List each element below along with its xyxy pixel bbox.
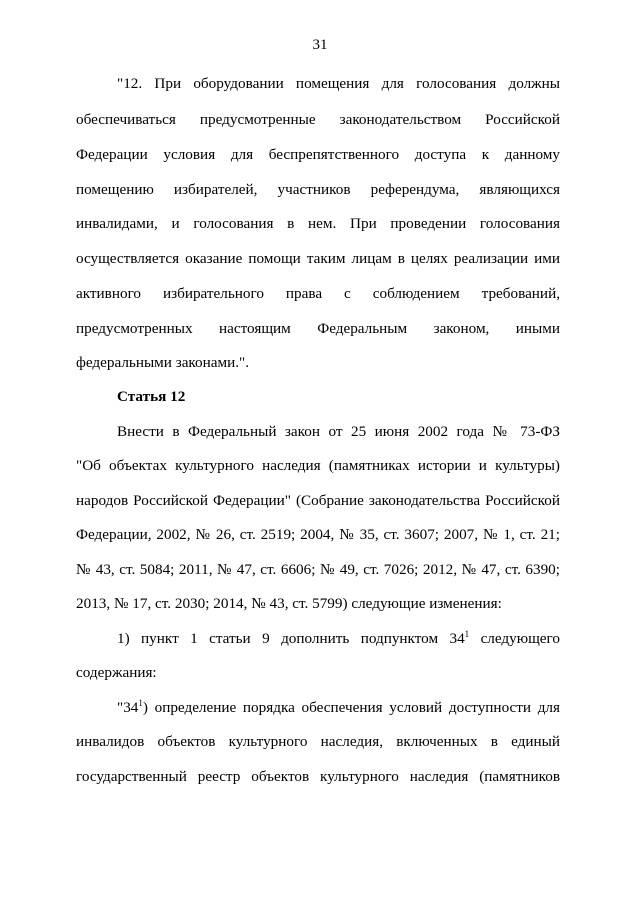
text-line: "12. При оборудовании помещения для голосования должны (117, 75, 560, 92)
text-line: народов Российской Федерации" (Собрание законодательства Российской (76, 492, 560, 509)
text-line (117, 630, 560, 648)
text-line: инвалидами, и голосования в нем. При проведении голосования (76, 215, 560, 232)
text-line: осуществляется оказание помощи таким лицам в целях реализации ими (76, 250, 560, 267)
text-line: № 43, ст. 5084; 2011, № 47, ст. 6606; № 49, ст. 7026; 2012, № 47, ст. 6390; (76, 561, 560, 578)
text-line: активного избирательного права с соблюдением требований, (76, 285, 560, 302)
text-line: Федерации, 2002, № 26, ст. 2519; 2004, № 35, ст. 3607; 2007, № 1, ст. 21; (76, 526, 560, 543)
text-segment: "34 (117, 699, 139, 716)
text-line: обеспечиваться предусмотренные законодательством Российской (76, 111, 560, 128)
article-heading: Статья 12 (117, 388, 186, 405)
superscript: 1 (464, 629, 470, 639)
page-number: 31 (312, 37, 328, 53)
text-segment: ) определение порядка обеспечения условий доступности для (142, 699, 560, 716)
text-segment: 1) пункт 1 статьи 9 дополнить подпунктом 34 (117, 630, 465, 647)
text-line: инвалидов объектов культурного наследия, включенных в единый (76, 733, 560, 750)
superscript: 1 (138, 698, 143, 708)
text-line: предусмотренных настоящим Федеральным законом, иными (76, 320, 560, 337)
text-line (117, 699, 560, 717)
text-line: содержания: (76, 664, 157, 681)
text-line: помещению избирателей, участников референдума, являющихся (76, 181, 560, 198)
text-line: Внести в Федеральный закон от 25 июня 2002 года № 73-ФЗ (117, 423, 560, 440)
text-line: федеральными законами.". (76, 354, 250, 371)
text-line: государственный реестр объектов культурного наследия (памятников (76, 768, 560, 785)
text-line: "Об объектах культурного наследия (памятниках истории и культуры) (76, 457, 560, 474)
text-segment: следующего (469, 630, 560, 647)
text-line: Федерации условия для беспрепятственного доступа к данному (76, 146, 560, 163)
text-line: 2013, № 17, ст. 2030; 2014, № 43, ст. 5799) следующие изменения: (76, 595, 502, 612)
